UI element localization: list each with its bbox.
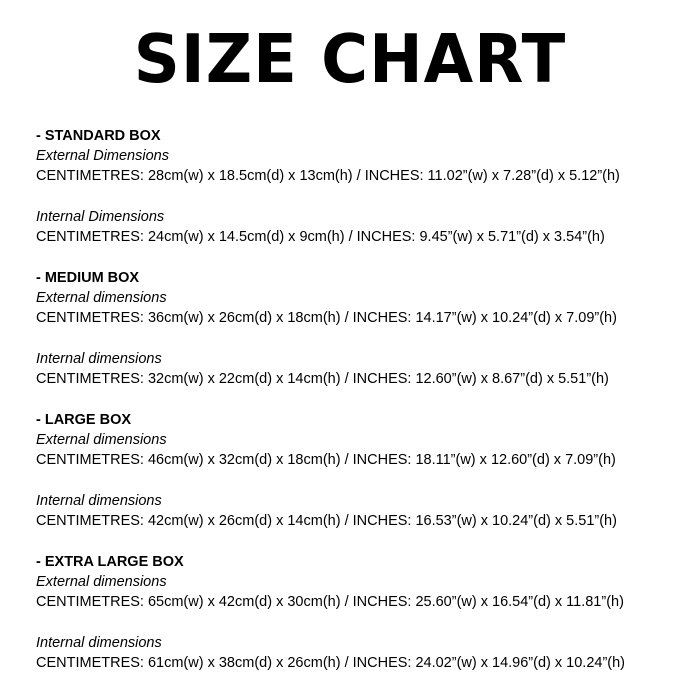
section-heading: - EXTRA LARGE BOX [36, 554, 184, 570]
external-dimensions [36, 572, 686, 612]
section-extra-large-box [36, 552, 686, 673]
dimension-value: CENTIMETRES: 65cm(w) x 42cm(d) x 30cm(h) / INCHES: 25.60”(w) x 16.54”(d) x 11.81”(h) [36, 594, 624, 610]
dimension-label: Internal Dimensions [36, 209, 165, 225]
dimension-label: External dimensions [36, 290, 167, 306]
internal-dimensions [36, 633, 686, 673]
dimension-label: External Dimensions [36, 148, 169, 164]
section-heading: - STANDARD BOX [36, 128, 161, 144]
section-large-box [36, 410, 686, 531]
dimension-value: CENTIMETRES: 24cm(w) x 14.5cm(d) x 9cm(h) / INCHES: 9.45”(w) x 5.71”(d) x 3.54”(h) [36, 229, 605, 245]
section-medium-box [36, 268, 686, 389]
page-title: SIZE CHART [133, 21, 567, 99]
dimension-value: CENTIMETRES: 36cm(w) x 26cm(d) x 18cm(h) / INCHES: 14.17”(w) x 10.24”(d) x 7.09”(h) [36, 310, 617, 326]
external-dimensions [36, 288, 686, 328]
external-dimensions [36, 146, 686, 186]
size-chart-content [36, 126, 686, 694]
dimension-value: CENTIMETRES: 46cm(w) x 32cm(d) x 18cm(h) / INCHES: 18.11”(w) x 12.60”(d) x 7.09”(h) [36, 452, 616, 468]
internal-dimensions [36, 349, 686, 389]
dimension-value: CENTIMETRES: 28cm(w) x 18.5cm(d) x 13cm(h) / INCHES: 11.02”(w) x 7.28”(d) x 5.12”(h) [36, 168, 620, 184]
dimension-label: External dimensions [36, 574, 167, 590]
internal-dimensions [36, 491, 686, 531]
internal-dimensions [36, 207, 686, 247]
dimension-label: Internal dimensions [36, 635, 162, 651]
dimension-label: Internal dimensions [36, 351, 162, 367]
dimension-value: CENTIMETRES: 42cm(w) x 26cm(d) x 14cm(h) / INCHES: 16.53”(w) x 10.24”(d) x 5.51”(h) [36, 513, 617, 529]
section-heading: - MEDIUM BOX [36, 270, 140, 286]
external-dimensions [36, 430, 686, 470]
section-standard-box [36, 126, 686, 247]
dimension-value: CENTIMETRES: 61cm(w) x 38cm(d) x 26cm(h) / INCHES: 24.02”(w) x 14.96”(d) x 10.24”(h) [36, 655, 625, 671]
section-heading: - LARGE BOX [36, 412, 132, 428]
dimension-label: External dimensions [36, 432, 167, 448]
dimension-label: Internal dimensions [36, 493, 162, 509]
dimension-value: CENTIMETRES: 32cm(w) x 22cm(d) x 14cm(h) / INCHES: 12.60”(w) x 8.67”(d) x 5.51”(h) [36, 371, 609, 387]
